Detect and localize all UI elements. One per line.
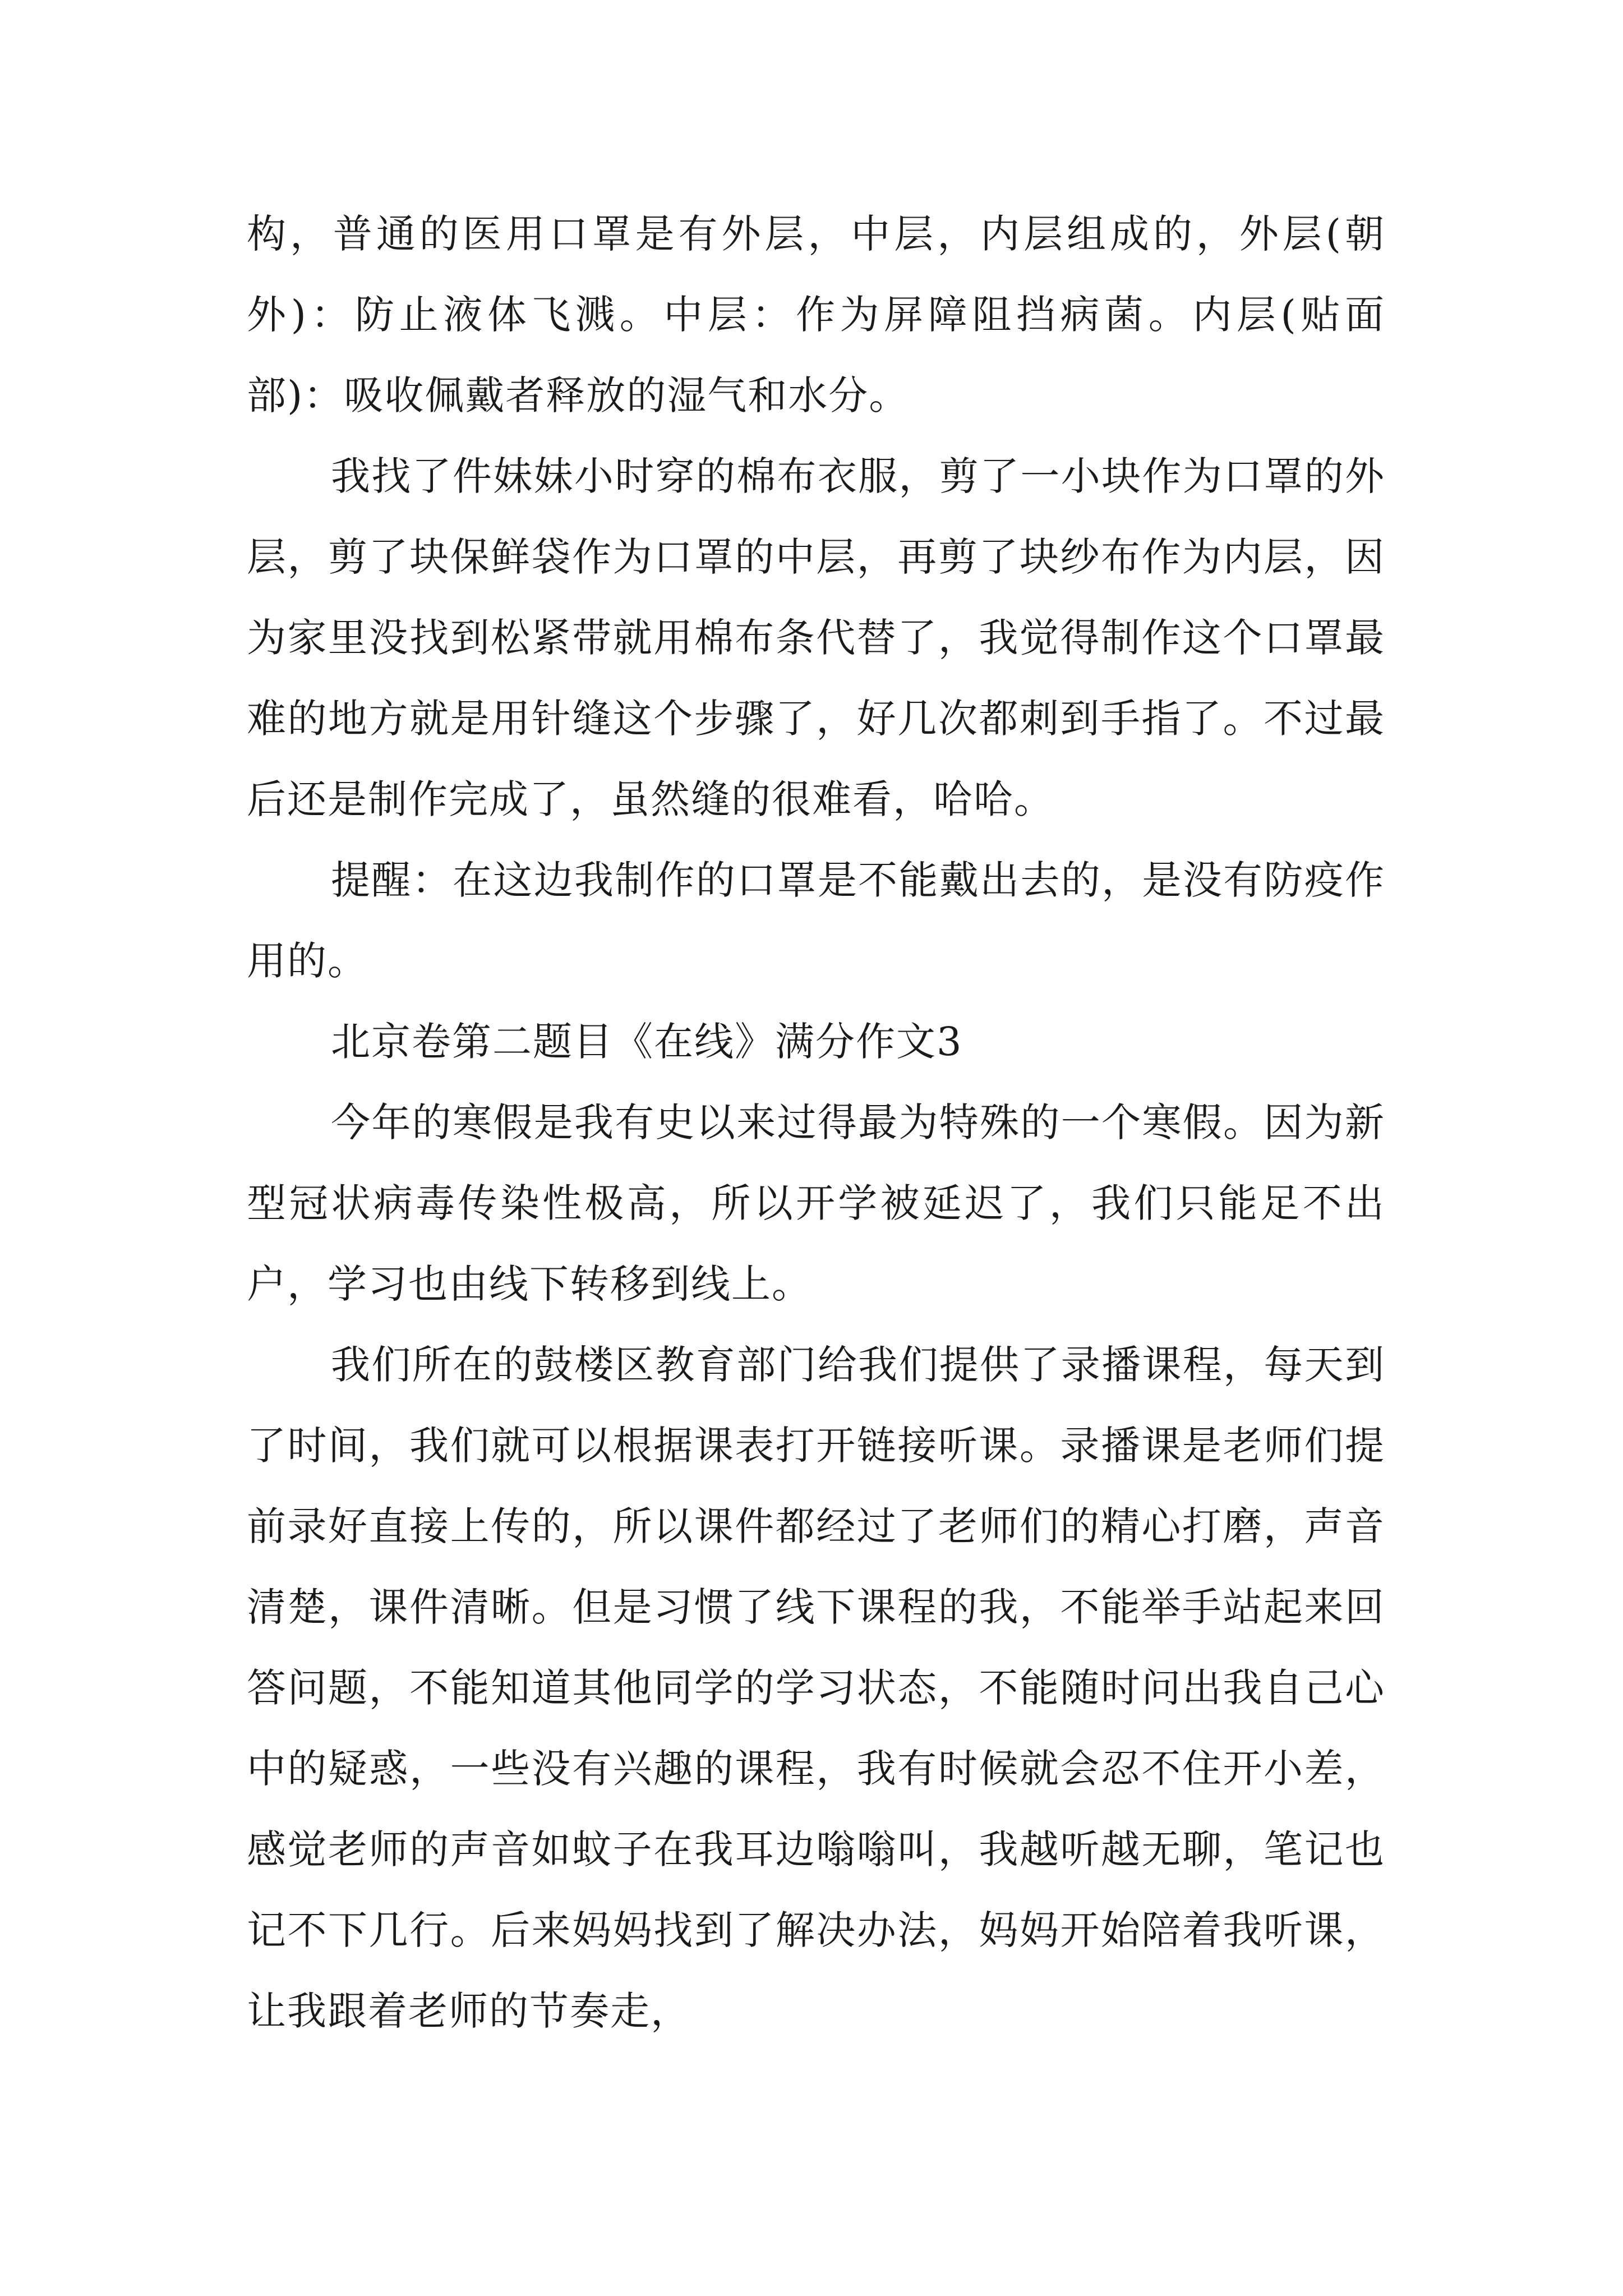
- paragraph-online-classes: 我们所在的鼓楼区教育部门给我们提供了录播课程，每天到了时间，我们就可以根据课表打开链接听课。录播课是老师们提前录好直接上传的，所以课件都经过了老师们的精心打磨，声音清楚，课件清晰。但是习惯了线下课程的我，不能举手站起来回答问题，不能知道其他同学的学习状态，不能随时问出我自己心中的疑惑，一些没有兴趣的课程，我有时候就会忍不住开小差，感觉老师的声音如蚊子在我耳边嗡嗡叫，我越听越无聊，笔记也记不下几行。后来妈妈找到了解决办法，妈妈开始陪着我听课，让我跟着老师的节奏走，: [247, 1342, 1385, 2034]
- paragraph-winter-break: 今年的寒假是我有史以来过得最为特殊的一个寒假。因为新型冠状病毒传染性极高，所以开学被延迟了，我们只能足不出户，学习也由线下转移到线上。: [247, 1099, 1385, 1307]
- paragraph-mask-structure: 构，普通的医用口罩是有外层，中层，内层组成的，外层(朝外)：防止液体飞溅。中层：作为屏障阻挡病菌。内层(贴面部)：吸收佩戴者释放的湿气和水分。: [247, 211, 1385, 418]
- paragraph-reminder: 提醒：在这边我制作的口罩是不能戴出去的，是没有防疫作用的。: [247, 857, 1385, 984]
- document-body: [247, 194, 1385, 2051]
- paragraph-making-mask: 我找了件妹妹小时穿的棉布衣服，剪了一小块作为口罩的外层，剪了块保鲜袋作为口罩的中层，再剪了块纱布作为内层，因为家里没找到松紧带就用棉布条代替了，我觉得制作这个口罩最难的地方就是用针缝这个步骤了，好几次都刺到手指了。不过最后还是制作完成了，虽然缝的很难看，哈哈。: [247, 453, 1385, 822]
- essay-heading: 北京卷第二题目《在线》满分作文3: [331, 1019, 963, 1065]
